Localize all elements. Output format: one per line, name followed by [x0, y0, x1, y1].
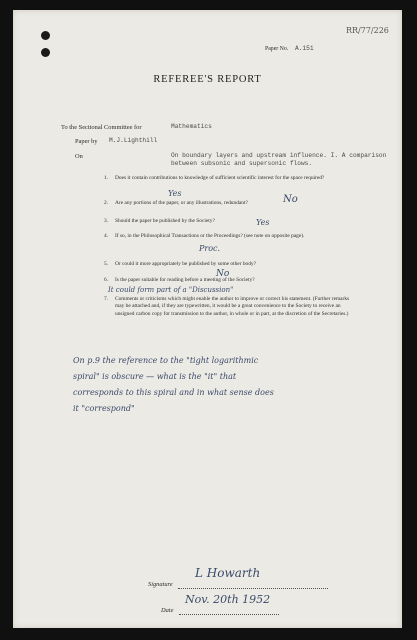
paper-title-line1: On boundary layers and upstream influence. I. A comparison — [171, 152, 387, 159]
signature-label: Signature — [148, 581, 173, 588]
date-line — [179, 614, 279, 615]
question-number: 2. — [104, 200, 109, 206]
answer-handwritten: Yes — [168, 189, 182, 198]
question-text: Are any portions of the paper, or any illustrations, redundant? — [115, 200, 248, 206]
committee-value: Mathematics — [171, 123, 212, 130]
paper-no-label: Paper No. — [265, 46, 289, 52]
comment-line: On p.9 the reference to the "tight logarithmic — [73, 356, 259, 365]
committee-label: To the Sectional Committee for — [61, 124, 142, 131]
author-value: M.J.Lighthill — [109, 137, 158, 144]
answer-handwritten: It could form part of a "Discussion" — [108, 286, 234, 294]
comment-line: it "correspond" — [73, 404, 135, 413]
question-text: Does it contain contributions to knowledge of sufficient scientific interest for the space required? — [115, 175, 325, 181]
question-number: 3. — [104, 218, 109, 224]
paper-by-label: Paper by — [75, 138, 98, 145]
question-text: If so, in the Philosophical Transactions or the Proceedings? (see note on opposite page). — [115, 233, 305, 239]
punch-hole — [41, 31, 50, 40]
answer-handwritten: No — [216, 269, 230, 279]
paper-no-value: A.151 — [295, 45, 314, 52]
comment-line: spiral" is obscure — what is the "it" that — [73, 372, 237, 381]
date-label: Date — [161, 607, 174, 614]
punch-hole — [41, 48, 50, 57]
question-text: Or could it more appropriately be published by some other body? — [115, 261, 257, 267]
question-text: Is the paper suitable for reading before a meeting of the Society? — [115, 277, 255, 283]
archive-reference: RR/77/226 — [346, 26, 389, 35]
question-number: 1. — [104, 175, 109, 181]
question-number: 5. — [104, 261, 109, 267]
answer-handwritten: Proc. — [199, 244, 221, 253]
question-text: Should the paper be published by the Society? — [115, 218, 215, 224]
date-handwritten: Nov. 20th 1952 — [185, 593, 271, 606]
page-title: REFEREE'S REPORT — [153, 74, 262, 85]
question-text: Comments or criticisms which might enable the author to improve or correct his statement. (Further remarks may be attached and, if they are typewritten, it would be a great convenience to the Society to receive an unsigned carbon copy for transmission to the author, in whole or in part, at the discretion of the Secretaries.) — [115, 296, 350, 317]
paper-title-line2: between subsonic and supersonic flows. — [171, 160, 313, 167]
comment-line: corresponds to this spiral and in what sense does — [73, 388, 274, 397]
signature-line — [178, 588, 328, 589]
on-label: On — [75, 153, 83, 160]
question-number: 7. — [104, 296, 109, 302]
answer-handwritten: Yes — [256, 218, 270, 227]
signature-handwritten: L Howarth — [195, 566, 261, 580]
report-sheet — [13, 10, 402, 628]
question-number: 6. — [104, 277, 109, 283]
question-number: 4. — [104, 233, 109, 239]
answer-handwritten: No — [283, 194, 298, 205]
